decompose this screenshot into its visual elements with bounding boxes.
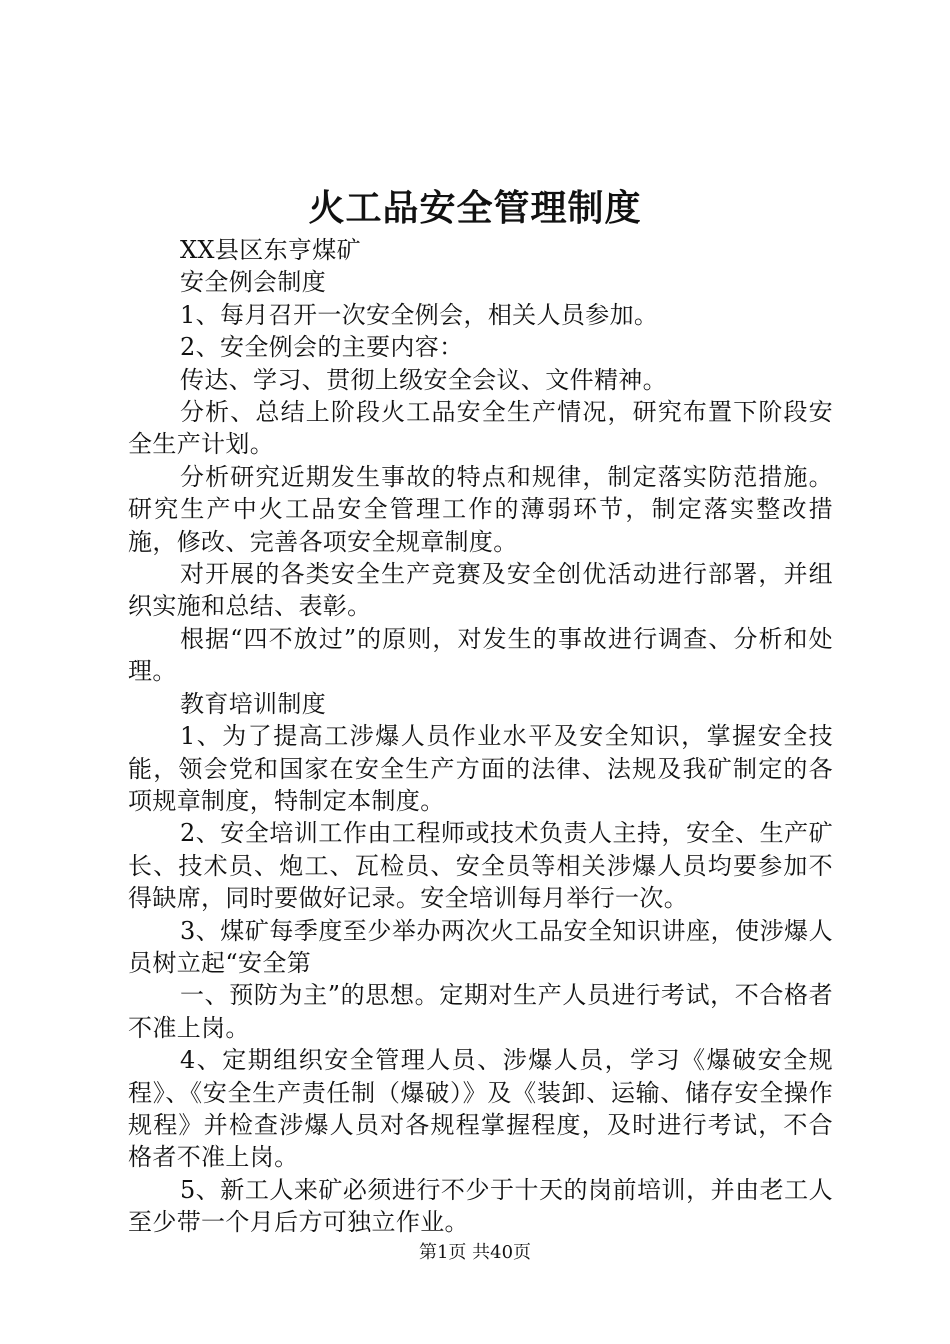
- paragraph: 1、每月召开一次安全例会，相关人员参加。: [180, 300, 659, 329]
- paragraph: 根据“四不放过”的原则，对发生的事故进行调查、分析和处理。: [128, 624, 833, 686]
- section-heading-training: 教育培训制度: [180, 689, 327, 718]
- paragraph: 分析研究近期发生事故的特点和规律，制定落实防范措施。研究生产中火工品安全管理工作的薄弱环节，制定落实整改措施，修改、完善各项安全规章制度。: [128, 462, 833, 556]
- paragraph-mine-name: XX县区东亨煤矿: [180, 236, 361, 264]
- paragraph: 2、安全例会的主要内容：: [180, 333, 464, 362]
- document-title: 火工品安全管理制度: [308, 187, 642, 229]
- paragraph: 4、定期组织安全管理人员、涉爆人员，学习《爆破安全规程》、《安全生产责任制（爆破）》及《装卸、运输、储存安全操作规程》并检查涉爆人员对各规程掌握程度，及时进行考试，不合格者不准上岗。: [128, 1046, 833, 1172]
- paragraph: 分析、总结上阶段火工品安全生产情况，研究布置下阶段安全生产计划。: [128, 398, 833, 459]
- section-heading-safety-meeting: 安全例会制度: [180, 268, 327, 297]
- paragraph: 5、新工人来矿必须进行不少于十天的岗前培训，并由老工人至少带一个月后方可独立作业。: [128, 1175, 833, 1237]
- paragraph: 1、为了提高工涉爆人员作业水平及安全知识，掌握安全技能，领会党和国家在安全生产方面的法律、法规及我矿制定的各项规章制度，特制定本制度。: [128, 722, 833, 815]
- document-body: [128, 234, 833, 1239]
- paragraph: 3、煤矿每季度至少举办两次火工品安全知识讲座，使涉爆人员树立起“安全第: [128, 916, 833, 977]
- paragraph: 传达、学习、贯彻上级安全会议、文件精神。: [180, 365, 667, 394]
- paragraph: 对开展的各类安全生产竞赛及安全创优活动进行部署，并组织实施和总结、表彰。: [128, 560, 833, 621]
- page-footer: 第1页 共40页: [418, 1242, 532, 1263]
- paragraph: 一、预防为主”的思想。定期对生产人员进行考试，不合格者不准上岗。: [128, 981, 833, 1042]
- paragraph: 2、安全培训工作由工程师或技术负责人主持，安全、生产矿长、技术员、炮工、瓦检员、安全员等相关涉爆人员均要参加不得缺席，同时要做好记录。安全培训每月举行一次。: [128, 819, 833, 913]
